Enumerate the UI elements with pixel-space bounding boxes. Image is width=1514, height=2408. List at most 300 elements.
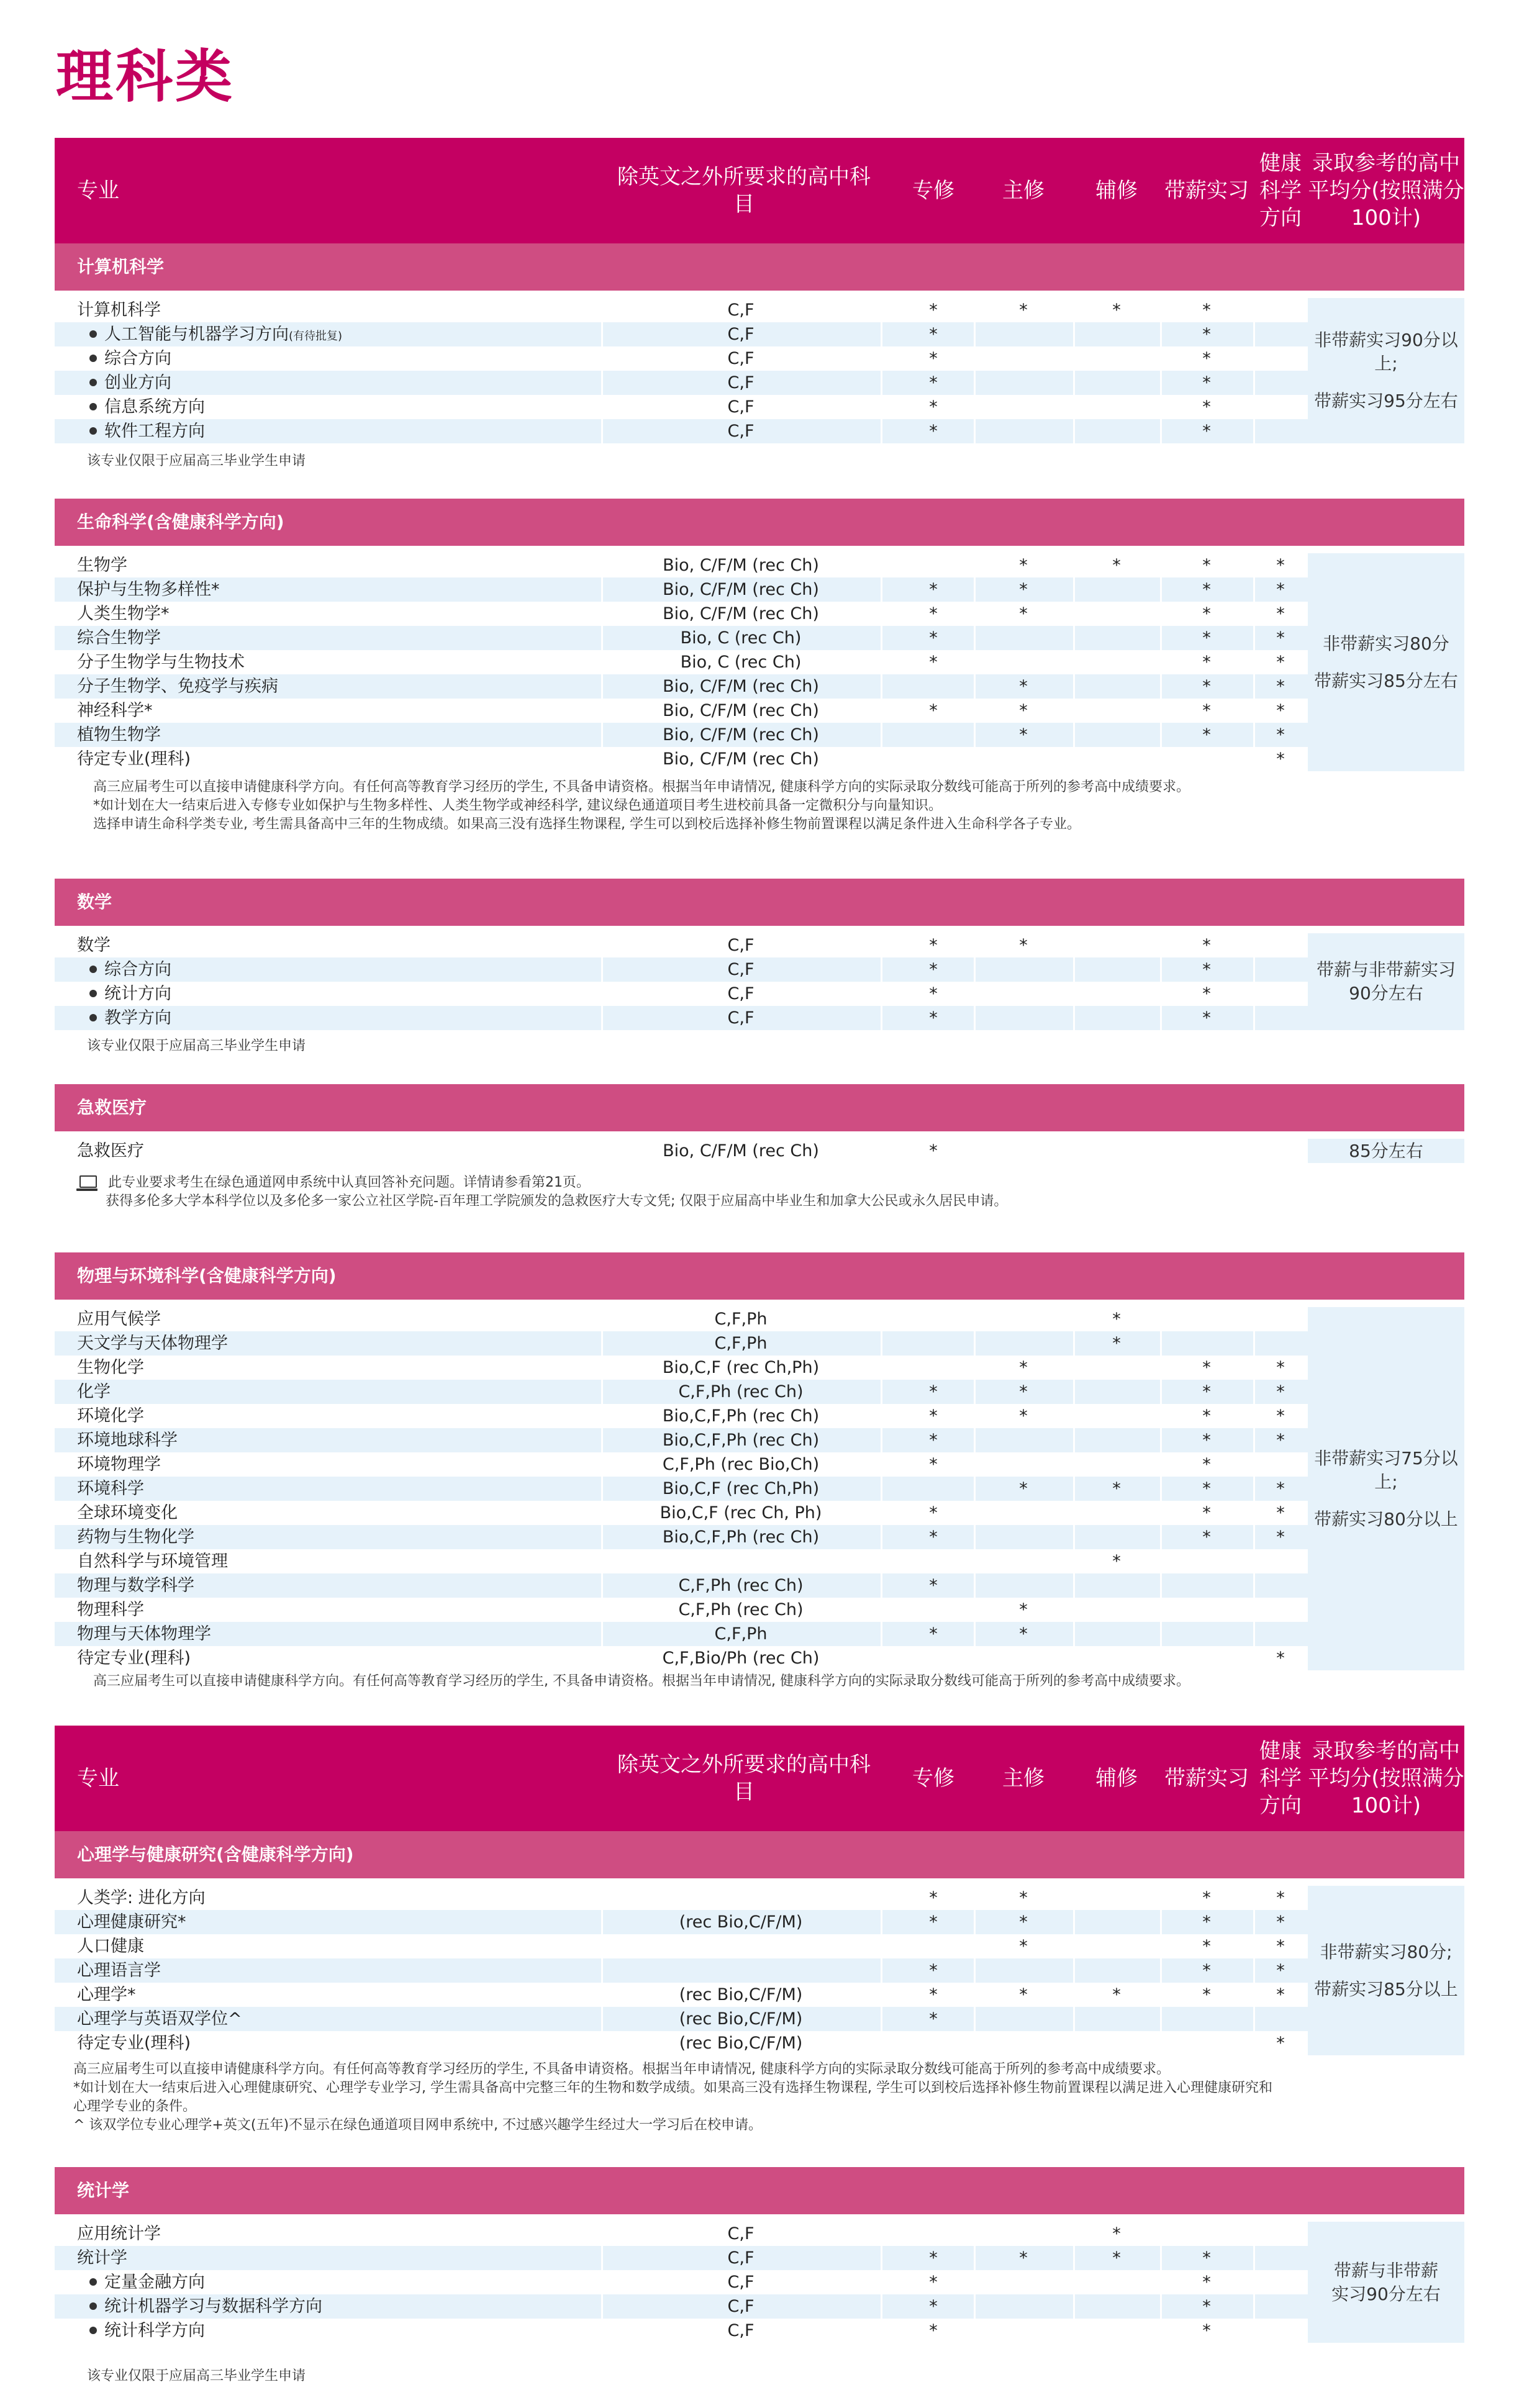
availability-mark <box>1253 933 1308 957</box>
program-name-text: 应用气候学 <box>77 1310 161 1329</box>
average-text: 带薪实习95分左右 <box>1314 391 1458 411</box>
column-divider <box>1073 1404 1075 1428</box>
availability-mark: * <box>929 2321 938 2340</box>
availability-mark: * <box>1276 1479 1285 1498</box>
availability-mark: * <box>1202 1479 1211 1498</box>
required-subjects: C,F <box>727 2248 755 2268</box>
availability-mark: * <box>1276 1358 1285 1377</box>
program-name-text: 计算机科学 <box>77 301 161 320</box>
required-subjects: C,F <box>727 422 755 441</box>
program-name <box>89 2294 322 2319</box>
column-divider <box>881 1452 882 1477</box>
admission-average <box>1308 1139 1464 1163</box>
column-divider <box>1073 2031 1075 2055</box>
column-divider <box>1160 1380 1162 1404</box>
column-divider <box>1253 1622 1255 1646</box>
program-name <box>77 298 161 322</box>
availability-mark: * <box>929 2297 938 2316</box>
column-divider <box>1160 2007 1162 2031</box>
column-divider <box>601 1139 603 1163</box>
column-divider <box>1073 577 1075 602</box>
availability-mark <box>1073 747 1160 771</box>
column-divider <box>601 1910 603 1934</box>
availability-mark <box>1073 2007 1160 2031</box>
program-name <box>77 1646 191 1670</box>
table-row <box>55 553 1308 577</box>
bullet-icon <box>89 990 97 997</box>
column-divider <box>881 1501 882 1525</box>
program-name <box>77 1573 194 1598</box>
availability-mark <box>974 1646 1073 1670</box>
column-divider <box>974 2294 976 2319</box>
availability-mark: * <box>929 1382 938 1401</box>
bullet-icon <box>89 2327 97 2334</box>
column-divider <box>1073 626 1075 650</box>
required-subjects <box>601 1549 881 1573</box>
column-divider <box>974 1428 976 1452</box>
bullet-icon <box>89 355 97 362</box>
column-divider <box>974 2246 976 2270</box>
average-text: 带薪与非带薪实习90分左右 <box>1316 959 1456 1003</box>
availability-mark <box>1073 1380 1160 1404</box>
column-divider <box>1253 2222 1255 2246</box>
column-divider <box>601 1356 603 1380</box>
average-text: 实习90分左右 <box>1331 2283 1441 2304</box>
required-subjects: (rec Bio,C/F/M) <box>679 2034 803 2053</box>
program-name <box>89 2319 205 2343</box>
availability-mark <box>1073 1910 1160 1934</box>
availability-mark <box>1160 2222 1253 2246</box>
program-name-text: 药物与生物化学 <box>77 1528 194 1547</box>
column-divider <box>881 395 882 419</box>
program-name-text: 待定专业(理科) <box>77 2034 191 2053</box>
column-divider <box>881 602 882 626</box>
column-divider <box>881 2270 882 2294</box>
availability-mark: * <box>1019 1600 1028 1619</box>
column-divider <box>1073 982 1075 1006</box>
column-divider <box>1160 577 1162 602</box>
column-divider <box>1073 1006 1075 1030</box>
required-subjects: C,F,Ph (rec Bio,Ch) <box>662 1455 820 1474</box>
availability-mark: * <box>1202 1382 1211 1401</box>
table-row <box>55 1646 1308 1670</box>
table-row <box>55 2246 1308 2270</box>
availability-mark: * <box>1202 960 1211 979</box>
required-subjects: C,F,Bio/Ph (rec Ch) <box>662 1649 820 1668</box>
availability-mark <box>1160 1573 1253 1598</box>
column-divider <box>974 1525 976 1549</box>
bullet-icon <box>89 1014 97 1021</box>
required-subjects: Bio,C,F (rec Ch,Ph) <box>662 1358 820 1377</box>
header-major: 专业 <box>77 178 119 203</box>
availability-mark: * <box>1276 701 1285 720</box>
header-required-subjects: 除英文之外所要求的高中科目 <box>617 165 871 217</box>
availability-mark: * <box>1276 604 1285 623</box>
availability-mark <box>974 2270 1073 2294</box>
availability-mark <box>1073 577 1160 602</box>
table-row <box>55 1356 1308 1380</box>
column-divider <box>1253 1886 1255 1910</box>
table-row <box>55 650 1308 674</box>
availability-mark: * <box>929 1888 938 1908</box>
availability-mark <box>1253 1573 1308 1598</box>
column-divider <box>974 626 976 650</box>
availability-mark <box>1073 2031 1160 2055</box>
column-divider <box>1073 1356 1075 1380</box>
column-divider <box>881 650 882 674</box>
footnote-text: 此专业要求考生在绿色通道网申系统中认真回答补充问题。详情请参看第21页。 <box>108 1175 590 1190</box>
laptop-icon <box>79 1175 97 1188</box>
required-subjects: C,F,Ph (rec Ch) <box>678 1600 804 1619</box>
column-divider <box>1253 2319 1255 2343</box>
program-name-text: 人类学: 进化方向 <box>77 1888 206 1908</box>
program-name <box>77 933 111 957</box>
column-divider <box>1160 395 1162 419</box>
column-divider <box>601 1886 603 1910</box>
column-divider <box>1073 2222 1075 2246</box>
availability-mark: * <box>1112 1334 1121 1353</box>
column-divider <box>601 626 603 650</box>
column-divider <box>1253 553 1255 577</box>
bullet-icon <box>89 427 97 435</box>
availability-mark <box>1160 1307 1253 1331</box>
program-name <box>89 371 171 395</box>
column-divider <box>1253 395 1255 419</box>
column-divider <box>974 322 976 346</box>
availability-mark: * <box>1019 1406 1028 1426</box>
program-name-text: 自然科学与环境管理 <box>77 1552 228 1571</box>
column-divider <box>881 1983 882 2007</box>
availability-mark: * <box>929 349 938 368</box>
column-divider <box>881 747 882 771</box>
availability-mark <box>974 1452 1073 1477</box>
availability-mark: * <box>929 1141 938 1161</box>
column-divider <box>1160 2246 1162 2270</box>
availability-mark: * <box>1276 556 1285 575</box>
column-divider <box>1253 1958 1255 1983</box>
column-divider <box>1073 2270 1075 2294</box>
column-divider <box>881 1573 882 1598</box>
column-divider <box>881 1910 882 1934</box>
availability-mark <box>1073 371 1160 395</box>
availability-mark: * <box>929 325 938 344</box>
column-divider <box>881 553 882 577</box>
column-divider <box>1160 699 1162 723</box>
availability-mark: * <box>929 397 938 417</box>
column-divider <box>881 2222 882 2246</box>
table-section <box>55 879 1464 1028</box>
column-divider <box>601 602 603 626</box>
column-divider <box>1073 2007 1075 2031</box>
header-average: 录取参考的高中平均分(按照满分100计) <box>1308 1739 1464 1818</box>
column-divider <box>1073 419 1075 443</box>
footnote <box>73 2060 1170 2079</box>
column-divider <box>974 553 976 577</box>
column-divider <box>1073 1477 1075 1501</box>
availability-mark <box>1073 2319 1160 2343</box>
column-divider <box>881 1331 882 1356</box>
table-section <box>55 243 1464 441</box>
required-subjects: C,F,Ph (rec Ch) <box>678 1576 804 1595</box>
availability-mark: * <box>1276 580 1285 599</box>
availability-mark <box>893 1549 974 1573</box>
table-section <box>55 499 1464 769</box>
availability-mark <box>974 982 1073 1006</box>
availability-mark: * <box>929 1406 938 1426</box>
availability-mark <box>1073 602 1160 626</box>
program-name-text: 物理与天体物理学 <box>77 1624 211 1644</box>
column-divider <box>974 1006 976 1030</box>
admission-average <box>1308 298 1464 443</box>
required-subjects: C,F,Ph (rec Ch) <box>678 1382 804 1401</box>
table-row <box>55 1622 1308 1646</box>
column-divider <box>1160 1307 1162 1331</box>
availability-mark: * <box>1112 2224 1121 2243</box>
availability-mark <box>893 553 974 577</box>
table-row <box>55 1452 1308 1477</box>
column-divider <box>1160 298 1162 322</box>
required-subjects: C,F <box>727 2273 755 2292</box>
column-divider <box>601 1934 603 1958</box>
availability-mark: * <box>929 1624 938 1644</box>
availability-mark: * <box>1019 1358 1028 1377</box>
availability-mark: * <box>1202 604 1211 623</box>
program-name-text: 全球环境变化 <box>77 1503 178 1523</box>
column-divider <box>974 2007 976 2031</box>
table-row <box>55 1910 1308 1934</box>
required-subjects: Bio, C (rec Ch) <box>680 653 802 672</box>
availability-mark <box>893 1598 974 1622</box>
program-name <box>89 395 205 419</box>
availability-mark <box>1160 1139 1253 1163</box>
admission-average <box>1308 1886 1464 2055</box>
average-text: 非带薪实习80分; <box>1320 1941 1453 1962</box>
availability-mark: * <box>1276 2034 1285 2053</box>
availability-mark <box>1253 371 1308 395</box>
required-subjects: Bio, C (rec Ch) <box>680 628 802 648</box>
availability-mark <box>1160 1549 1253 1573</box>
column-divider <box>1160 1331 1162 1356</box>
availability-mark <box>1073 674 1160 699</box>
column-divider <box>974 602 976 626</box>
column-divider <box>601 2222 603 2246</box>
table-section <box>55 1252 1464 1668</box>
column-divider <box>1253 577 1255 602</box>
admission-average <box>1308 1307 1464 1670</box>
availability-mark <box>893 723 974 747</box>
program-name <box>77 1598 144 1622</box>
table-section <box>55 2167 1464 2340</box>
availability-mark: * <box>929 2248 938 2268</box>
availability-mark: * <box>1202 701 1211 720</box>
column-divider <box>881 419 882 443</box>
column-divider <box>881 674 882 699</box>
required-subjects: Bio, C/F/M (rec Ch) <box>663 556 819 575</box>
program-name-text: 待定专业(理科) <box>77 1649 191 1668</box>
availability-mark: * <box>1276 677 1285 696</box>
column-divider <box>1160 674 1162 699</box>
program-name <box>77 1958 161 1983</box>
column-divider <box>1073 933 1075 957</box>
column-divider <box>881 1356 882 1380</box>
header-average: 录取参考的高中平均分(按照满分100计) <box>1308 151 1464 230</box>
table-row <box>55 1598 1308 1622</box>
column-divider <box>974 1983 976 2007</box>
availability-mark: * <box>1019 936 1028 955</box>
required-subjects: C,F <box>727 373 755 392</box>
table-row <box>55 723 1308 747</box>
footnote-text: 心理学专业的条件。 <box>73 2099 197 2114</box>
program-name-text: 综合方向 <box>104 960 171 979</box>
required-subjects: (rec Bio,C/F/M) <box>679 1985 803 2004</box>
table-header <box>55 1726 1464 1831</box>
program-name-text: 创业方向 <box>104 373 171 392</box>
column-divider <box>1160 322 1162 346</box>
footnote-text: *如计划在大一结束后进入心理健康研究、心理学专业学习, 学生需具备高中完整三年的生物和数学成绩。如果高三没有选择生物课程, 学生可以到校后选择补修生物前置课程以满足进入心理健康研究和 <box>73 2080 1272 2096</box>
column-divider <box>1253 1910 1255 1934</box>
availability-mark: * <box>1202 677 1211 696</box>
table-row <box>55 2007 1308 2031</box>
table-row <box>55 1983 1308 2007</box>
program-name-text: 物理与数学科学 <box>77 1576 194 1595</box>
program-name <box>77 553 127 577</box>
availability-mark: * <box>1202 580 1211 599</box>
column-divider <box>1160 1958 1162 1983</box>
column-divider <box>601 2319 603 2343</box>
column-divider <box>881 1958 882 1983</box>
availability-mark <box>1073 650 1160 674</box>
availability-mark: * <box>1019 604 1028 623</box>
availability-mark <box>1073 982 1160 1006</box>
column-divider <box>1073 1910 1075 1934</box>
column-divider <box>1160 1598 1162 1622</box>
column-divider <box>1253 419 1255 443</box>
required-subjects: Bio,C,F,Ph (rec Ch) <box>662 1406 820 1426</box>
footnote-text: 获得多伦多大学本科学位以及多伦多一家公立社区学院-百年理工学院颁发的急救医疗大专文凭; 仅限于应届高中毕业生和加拿大公民或永久居民申请。 <box>106 1193 1008 1209</box>
required-subjects: Bio, C/F/M (rec Ch) <box>663 677 819 696</box>
column-divider <box>974 298 976 322</box>
availability-mark <box>1073 322 1160 346</box>
column-divider <box>1253 2270 1255 2294</box>
availability-mark <box>1073 1139 1160 1163</box>
availability-mark: * <box>929 653 938 672</box>
column-divider <box>1253 626 1255 650</box>
column-divider <box>1253 1525 1255 1549</box>
availability-mark: * <box>1019 1912 1028 1932</box>
availability-mark: * <box>929 1985 938 2004</box>
column-divider <box>1253 1331 1255 1356</box>
availability-mark: * <box>1112 1985 1121 2004</box>
column-divider <box>974 674 976 699</box>
program-name-text: 数学 <box>77 936 111 955</box>
program-name-text: 信息系统方向 <box>104 397 205 417</box>
column-divider <box>881 957 882 982</box>
required-subjects: C,F <box>727 2321 755 2340</box>
column-divider <box>1160 2270 1162 2294</box>
availability-mark <box>1253 2294 1308 2319</box>
availability-mark: * <box>1276 1937 1285 1956</box>
bullet-icon <box>89 330 97 338</box>
average-text: 带薪实习85分以上 <box>1314 1978 1458 1999</box>
availability-mark <box>1253 1331 1308 1356</box>
availability-mark <box>974 322 1073 346</box>
program-name-text: 急救医疗 <box>77 1141 144 1161</box>
column-divider <box>1073 1525 1075 1549</box>
header-major-program: 主修 <box>1002 1766 1045 1791</box>
table-row <box>55 1139 1308 1163</box>
column-divider <box>881 1622 882 1646</box>
required-subjects: C,F <box>727 325 755 344</box>
column-divider <box>601 1573 603 1598</box>
column-divider <box>1073 2294 1075 2319</box>
availability-mark <box>1253 2246 1308 2270</box>
availability-mark <box>1073 2270 1160 2294</box>
header-major-program: 主修 <box>1002 178 1045 203</box>
table-row <box>55 346 1308 371</box>
column-divider <box>881 626 882 650</box>
availability-mark <box>974 395 1073 419</box>
column-divider <box>974 1549 976 1573</box>
column-divider <box>1253 1983 1255 2007</box>
header-health-science: 健康科学方向 <box>1259 151 1302 230</box>
availability-mark <box>893 1331 974 1356</box>
availability-mark <box>1073 1646 1160 1670</box>
availability-mark <box>1073 346 1160 371</box>
table-row <box>55 1501 1308 1525</box>
required-subjects <box>601 1958 881 1983</box>
availability-mark: * <box>1202 1008 1211 1028</box>
availability-mark: * <box>1019 556 1028 575</box>
table-row <box>55 1331 1308 1356</box>
availability-mark: * <box>929 301 938 320</box>
program-name <box>77 1307 161 1331</box>
availability-mark <box>1160 2031 1253 2055</box>
availability-mark <box>1073 626 1160 650</box>
column-divider <box>881 2007 882 2031</box>
table-row <box>55 322 1308 346</box>
program-name-text: 软件工程方向 <box>104 422 205 441</box>
column-divider <box>1253 650 1255 674</box>
availability-mark: * <box>1202 556 1211 575</box>
availability-mark <box>1160 747 1253 771</box>
column-divider <box>881 1428 882 1452</box>
column-divider <box>881 982 882 1006</box>
column-divider <box>881 1006 882 1030</box>
availability-mark <box>1253 1307 1308 1331</box>
availability-mark: * <box>1202 373 1211 392</box>
column-divider <box>1253 1356 1255 1380</box>
required-subjects: C,F <box>727 936 755 955</box>
availability-mark <box>1253 1006 1308 1030</box>
availability-mark: * <box>1202 2321 1211 2340</box>
table-row <box>55 1428 1308 1452</box>
availability-mark <box>893 1934 974 1958</box>
average-text: 带薪与非带薪 <box>1333 2260 1438 2281</box>
column-divider <box>974 2222 976 2246</box>
availability-mark: * <box>1202 2273 1211 2292</box>
column-divider <box>1160 1549 1162 1573</box>
availability-mark: * <box>1202 1358 1211 1377</box>
program-name <box>77 1404 144 1428</box>
program-name-text: 人类生物学* <box>77 604 170 623</box>
availability-mark <box>1073 395 1160 419</box>
availability-mark: * <box>1202 653 1211 672</box>
column-divider <box>881 1525 882 1549</box>
column-divider <box>1160 1501 1162 1525</box>
required-subjects: C,F <box>727 2224 755 2243</box>
availability-mark <box>1073 1622 1160 1646</box>
header-specialist: 专修 <box>912 178 954 203</box>
